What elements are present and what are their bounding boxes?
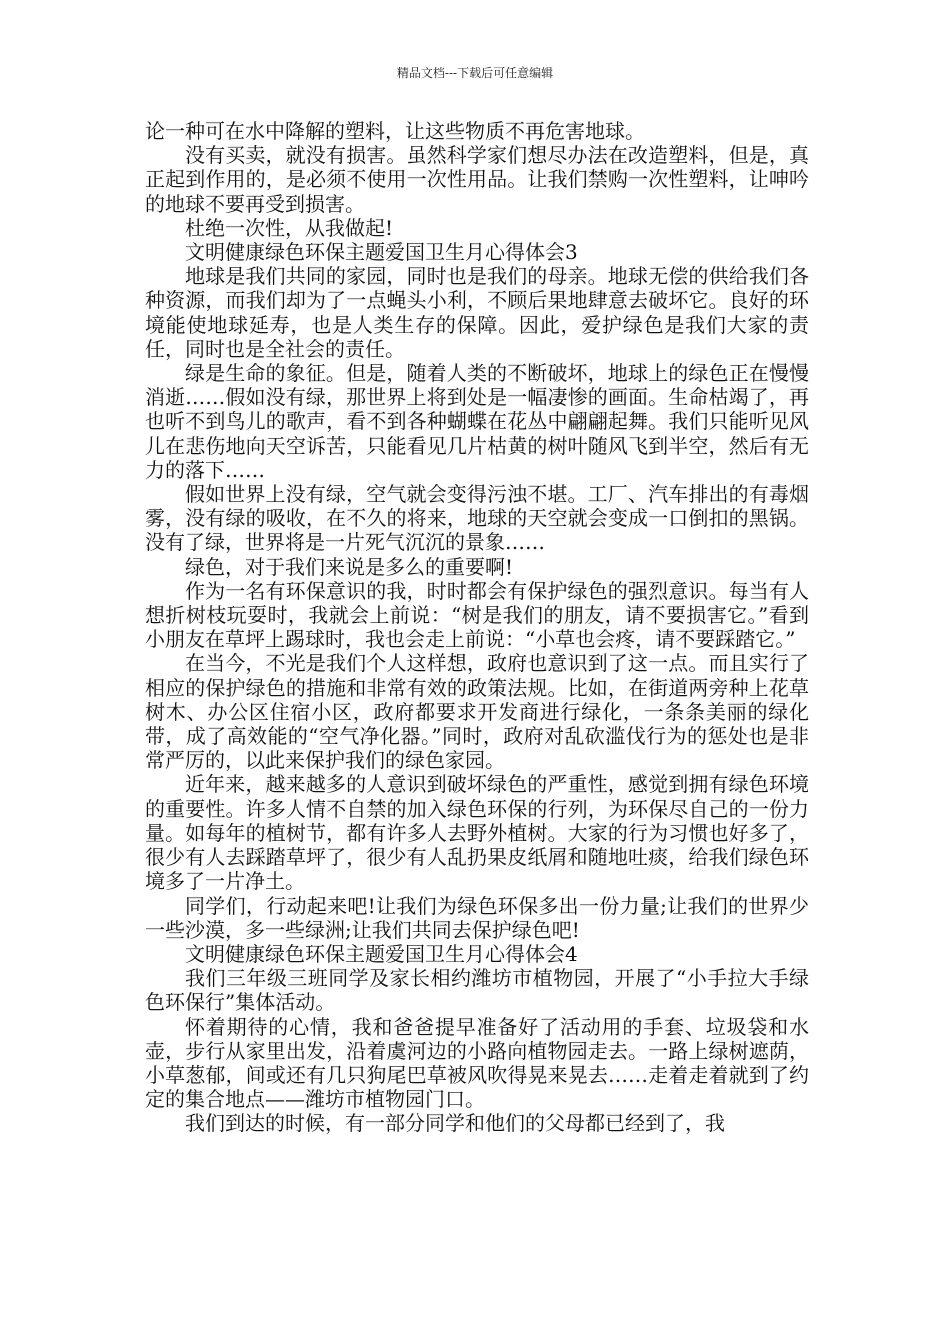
paragraph: 近年来，越来越多的人意识到破坏绿色的严重性，感觉到拥有绿色环境的重要性。许多人情不自禁的加入绿色环保的行列，为环保尽自己的一份力量。如每年的植树节，都有许多人去野外植树。大家的行为习惯也好多了，很少有人去踩踏草坪了，很少有人乱扔果皮纸屑和随地吐痰，给我们绿色环境多了一片净土。: [145, 772, 809, 894]
paragraph: 没有买卖，就没有损害。虽然科学家们想尽办法在改造塑料，但是，真正起到作用的，是必须不使用一次性用品。让我们禁购一次性塑料，让呻吟的地球不要再受到损害。: [145, 143, 809, 216]
paragraph: 地球是我们共同的家园，同时也是我们的母亲。地球无偿的供给我们各种资源，而我们却为了一点蝇头小利，不顾后果地肆意去破坏它。良好的环境能使地球延寿，也是人类生存的保障。因此，爱护绿色是我们大家的责任，同时也是全社会的责任。: [145, 264, 809, 361]
paragraph: 在当今，不光是我们个人这样想，政府也意识到了这一点。而且实行了相应的保护绿色的措施和非常有效的政策法规。比如，在街道两旁种上花草树木、办公区住宿小区，政府都要求开发商进行绿化，一条条美丽的绿化带，成了高效能的“空气净化器。”同时，政府对乱砍滥伐行为的惩处也是非常严厉的，以此来保护我们的绿色家园。: [145, 651, 809, 773]
section-heading: 文明健康绿色环保主题爱国卫生月心得体会4: [185, 941, 578, 966]
paragraph: 绿是生命的象征。但是，随着人类的不断破坏，地球上的绿色正在慢慢消逝……假如没有绿，那世界上将到处是一幅凄惨的画面。生命枯竭了，再也听不到鸟儿的歌声，看不到各种蝴蝶在花丛中翩翩起舞。我们只能听见风儿在悲伤地向天空诉苦，只能看见几片枯黄的树叶随风飞到半空，然后有无力的落下……: [145, 361, 809, 482]
paragraph: 绿色，对于我们来说是多么的重要啊!: [185, 554, 514, 579]
paragraph: 论一种可在水中降解的塑料，让这些物质不再危害地球。: [145, 119, 645, 143]
paragraph: 同学们，行动起来吧!让我们为绿色环保多出一份力量;让我们的世界少一些沙漠，多一些绿洲;让我们共同去保护绿色吧!: [145, 893, 809, 942]
paragraph: 我们三年级三班同学及家长相约潍坊市植物园，开展了“小手拉大手绿色环保行”集体活动。: [145, 966, 809, 1015]
paragraph: 怀着期待的心情，我和爸爸提早准备好了活动用的手套、垃圾袋和水壶，步行从家里出发，沿着虞河边的小路向植物园走去。一路上绿树遮荫，小草葱郁，间或还有几只狗尾巴草被风吹得晃来晃去……走着走着就到了约定的集合地点——潍坊市植物园门口。: [145, 1014, 809, 1112]
document-body: [145, 119, 809, 1136]
paragraph: 假如世界上没有绿，空气就会变得污浊不堪。工厂、汽车排出的有毒烟雾，没有绿的吸收，在不久的将来，地球的天空就会变成一口倒扣的黑锅。没有了绿，世界将是一片死气沉沉的景象……: [145, 482, 809, 555]
section-heading: 文明健康绿色环保主题爱国卫生月心得体会3: [185, 240, 578, 265]
paragraph: 作为一名有环保意识的我，时时都会有保护绿色的强烈意识。每当有人想折树枝玩耍时，我就会上前说：“树是我们的朋友，请不要损害它。”看到小朋友在草坪上踢球时，我也会走上前说：“小草也会疼，请不要踩踏它。”: [145, 578, 809, 652]
paragraph: 杜绝一次性，从我做起!: [185, 215, 394, 240]
page-header: 精品文档---下载后可任意编辑: [396, 66, 554, 80]
paragraph: 我们到达的时候，有一部分同学和他们的父母都已经到了，我: [185, 1111, 725, 1136]
